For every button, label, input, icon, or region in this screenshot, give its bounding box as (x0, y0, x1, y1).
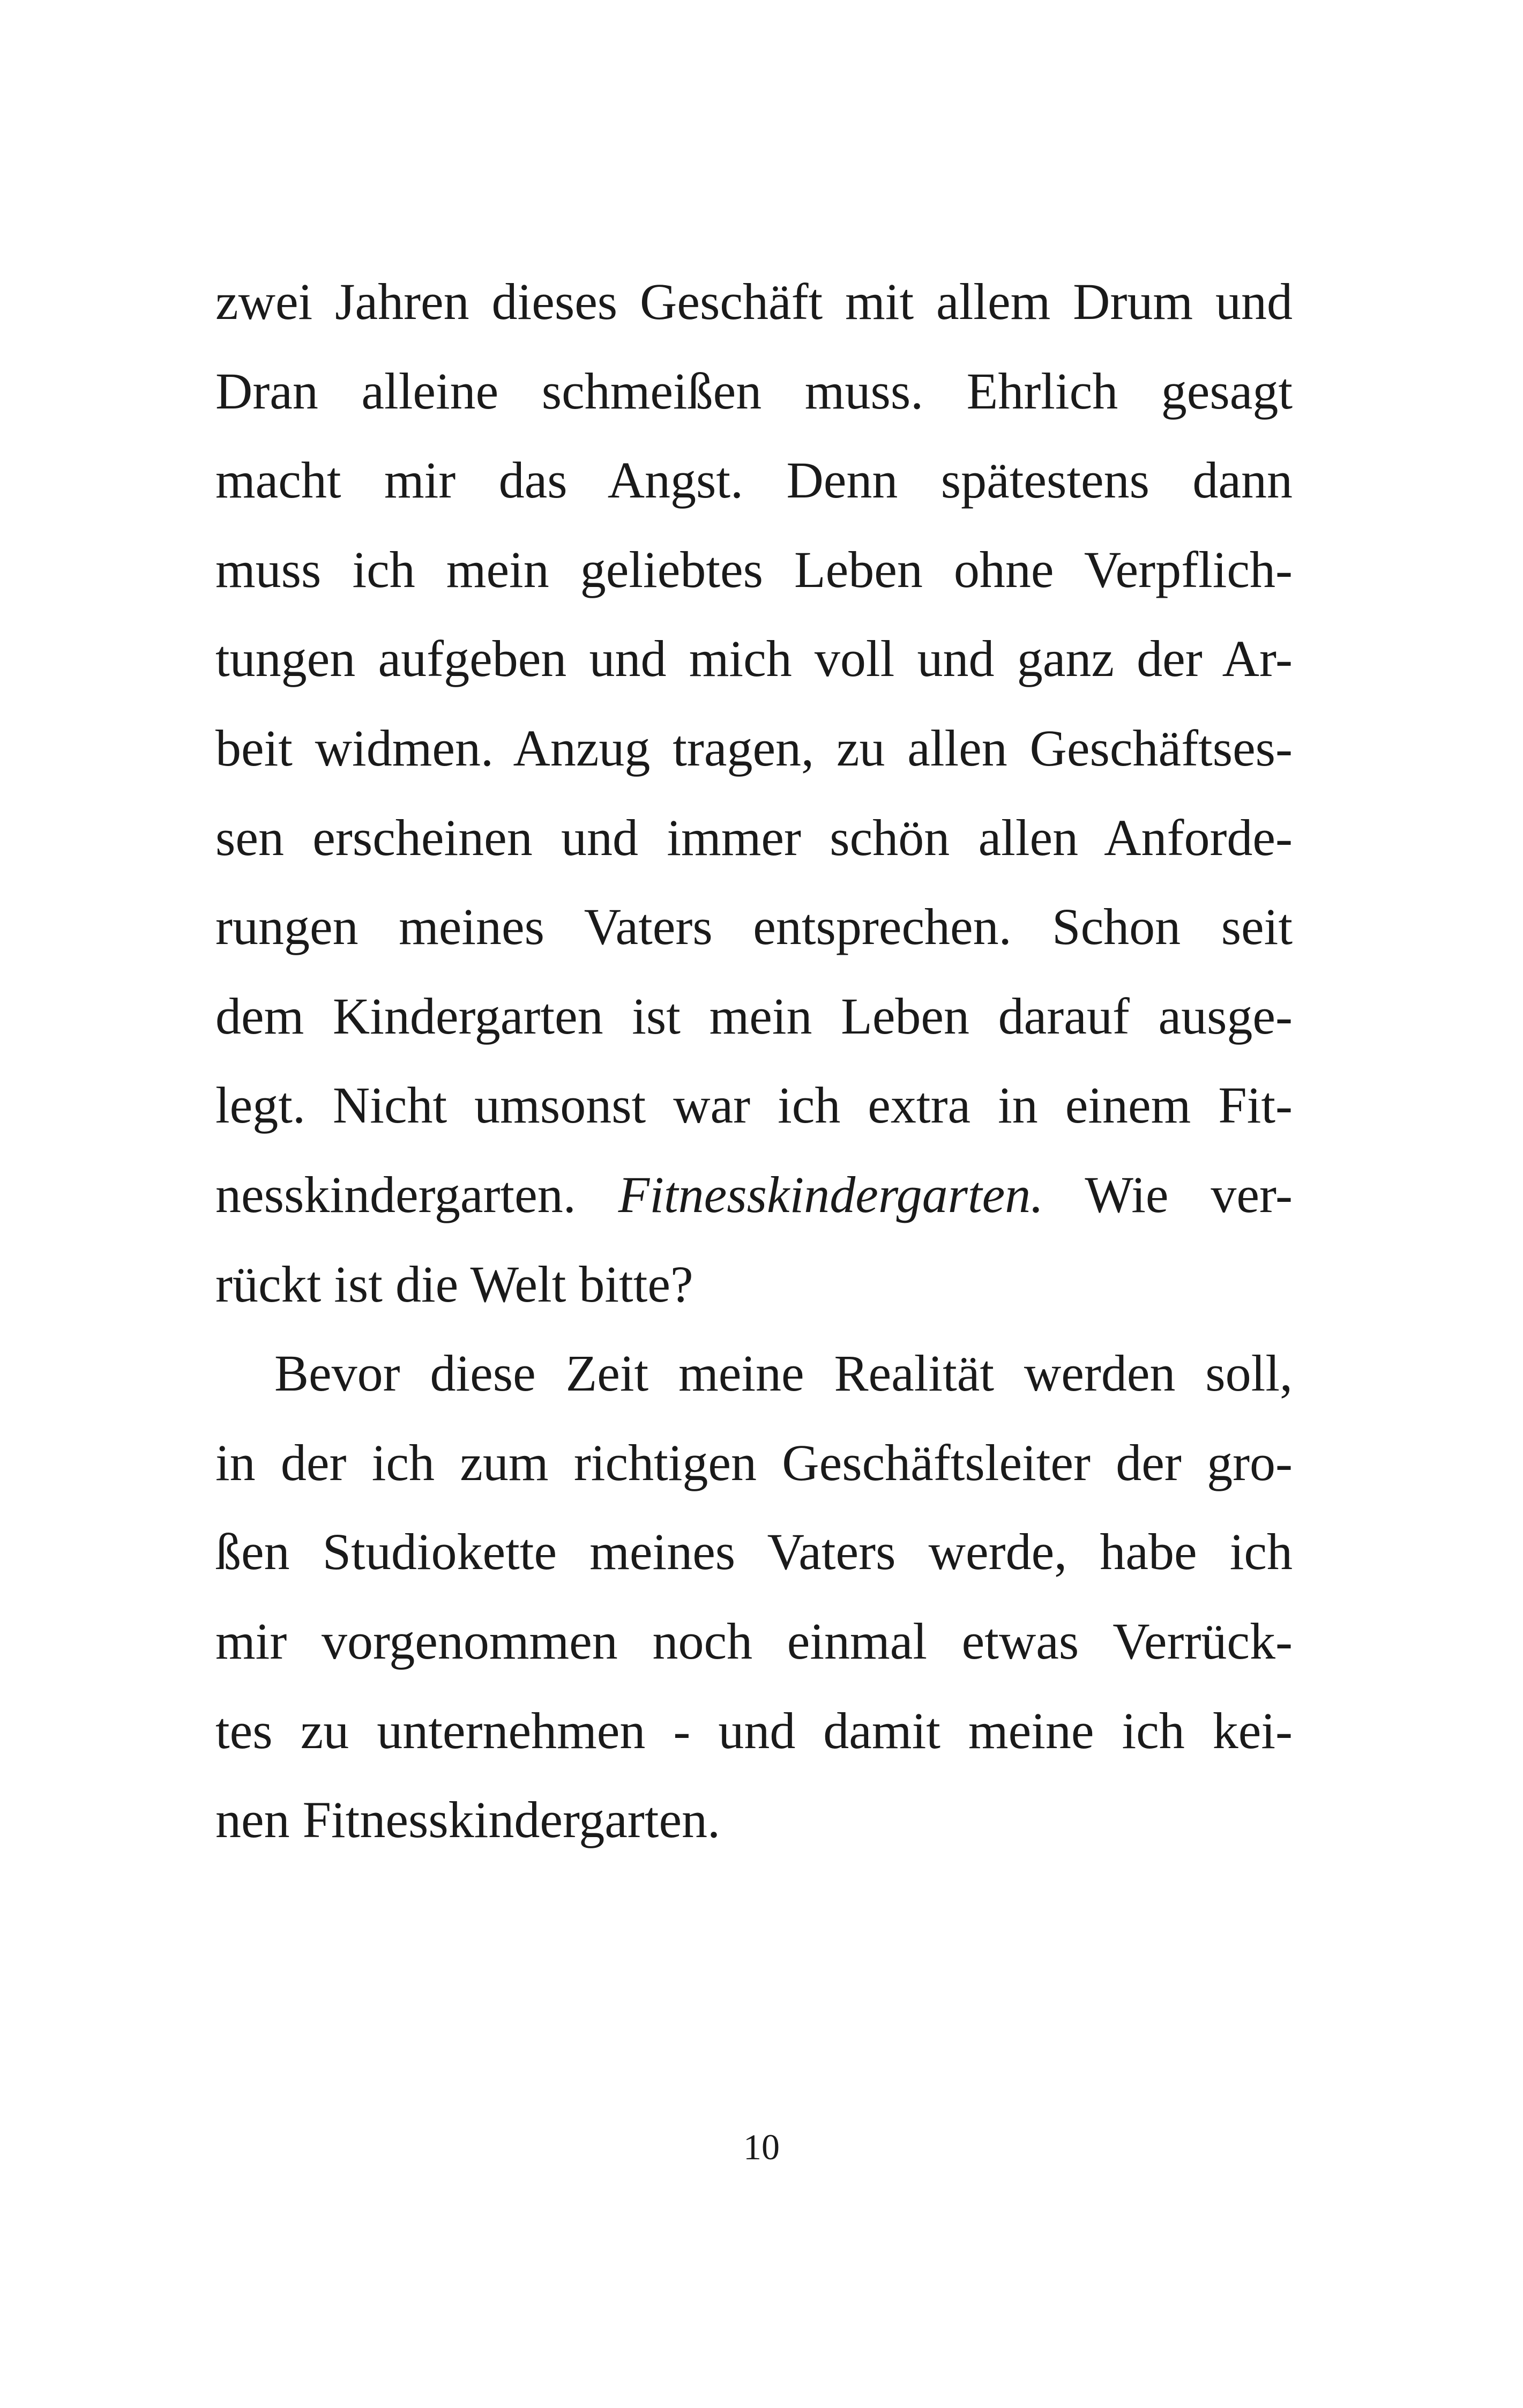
text-line: ßen Studiokette meines Vaters werde, habe ich (215, 1523, 1293, 1581)
text-line: rungen meines Vaters entsprechen. Schon seit (215, 898, 1293, 956)
text-segment: Wie ver- (1043, 1165, 1293, 1223)
text-line: dem Kindergarten ist mein Leben darauf ausge- (215, 987, 1293, 1045)
italic-word: Fitnesskindergarten. (618, 1165, 1044, 1223)
text-line: tes zu unternehmen - und damit meine ich kei- (215, 1701, 1293, 1759)
text-line: Dran alleine schmeißen muss. Ehrlich gesagt (215, 362, 1293, 420)
page-number: 10 (743, 2127, 780, 2167)
text-line: mir vorgenommen noch einmal etwas Verrück- (215, 1612, 1293, 1670)
body-text (215, 257, 1293, 1865)
text-line: sen erscheinen und immer schön allen Anforde- (215, 808, 1293, 866)
text-line: muss ich mein geliebtes Leben ohne Verpflich- (215, 540, 1293, 598)
text-line: macht mir das Angst. Denn spätestens dann (215, 451, 1293, 509)
text-segment: nesskindergarten. (215, 1165, 618, 1223)
text-line: zwei Jahren dieses Geschäft mit allem Drum und (215, 273, 1293, 330)
text-line: beit widmen. Anzug tragen, zu allen Geschäftses- (215, 719, 1293, 777)
text-line: nen Fitnesskindergarten. (215, 1791, 721, 1849)
text-line: legt. Nicht umsonst war ich extra in einem Fit- (215, 1076, 1293, 1134)
text-line: rückt ist die Welt bitte? (215, 1255, 693, 1313)
paragraph-first-line: Bevor diese Zeit meine Realität werden soll, (274, 1344, 1293, 1402)
text-line: tungen aufgeben und mich voll und ganz der Ar- (215, 630, 1293, 688)
text-line-with-italic (215, 1150, 1293, 1240)
text-line: in der ich zum richtigen Geschäftsleiter der gro- (215, 1433, 1293, 1491)
